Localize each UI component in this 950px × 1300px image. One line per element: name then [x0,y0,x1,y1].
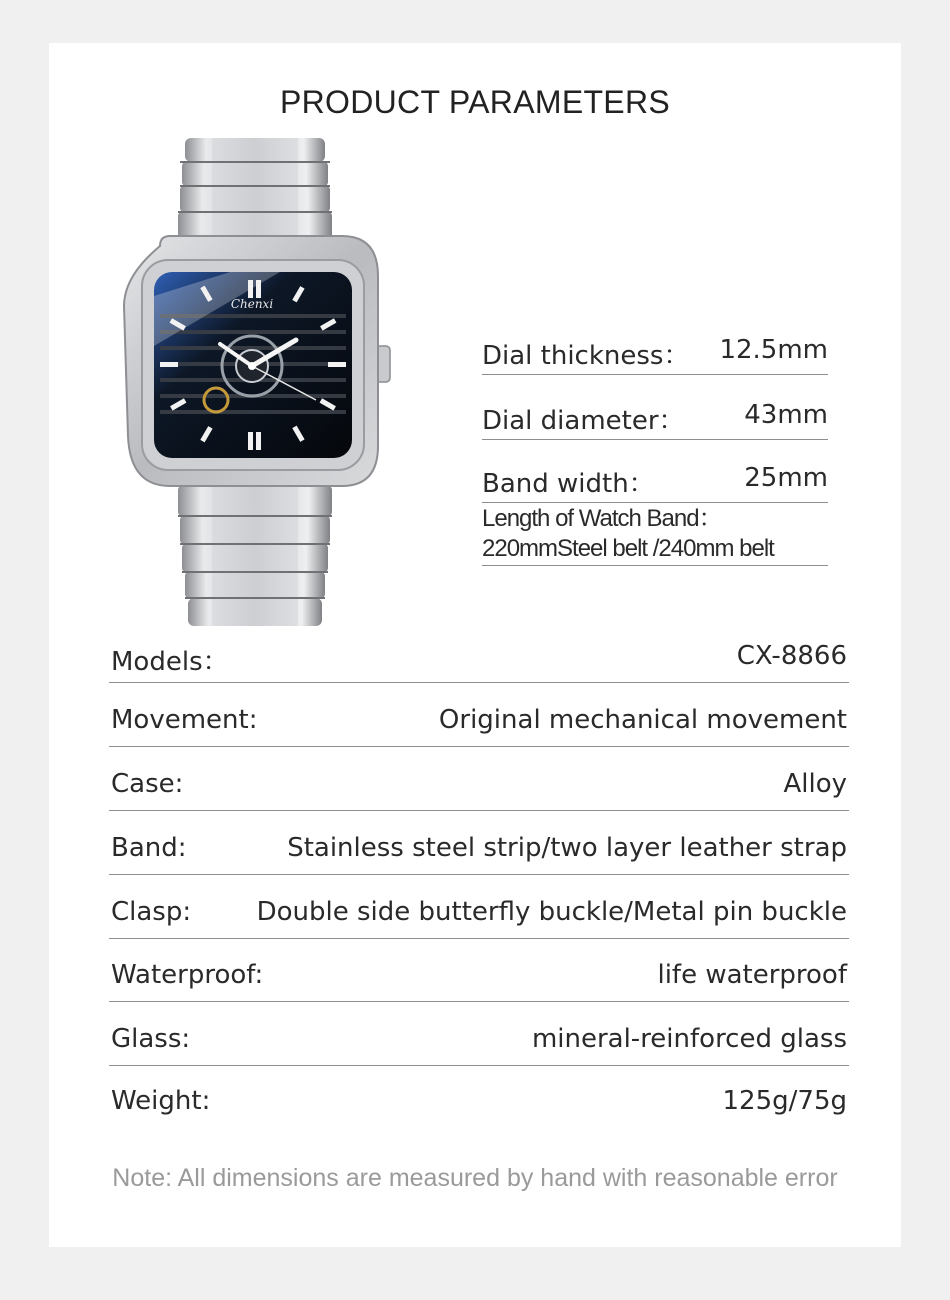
spec-value: 43mm [744,400,828,430]
spec-value: 25mm [744,463,828,493]
watch-brand-script: Chenxi [230,297,274,311]
spec-label: Dial diameter： [482,406,685,436]
param-label: Clasp: [111,897,192,927]
param-label: Glass: [111,1024,191,1054]
param-value: mineral-reinforced glass [531,1024,847,1054]
param-row-waterproof [109,938,849,1002]
spec-row-band-width [482,439,828,503]
spec-value: 12.5mm [719,335,828,365]
param-label: Weight: [111,1086,211,1116]
param-value: Stainless steel strip/two layer leather strap [287,833,847,863]
lower-bracelet [178,486,332,626]
spec-row-dial-thickness [482,311,828,375]
param-value: Alloy [783,769,847,799]
param-value: Original mechanical movement [438,705,847,735]
spec-label: Band width： [482,469,655,499]
param-value: CX-8866 [736,641,847,671]
spec-row-band-length [482,504,828,566]
param-label: Band: [111,833,187,863]
upper-bracelet [178,138,332,240]
param-row-models [109,619,849,683]
param-row-band [109,811,849,875]
band-length-label: Length of Watch Band： [482,505,722,532]
param-value: Double side butterfly buckle/Metal pin buckle [256,897,847,927]
param-row-glass [109,1002,849,1066]
param-row-weight [109,1064,849,1128]
param-value: 125g/75g [722,1086,847,1116]
param-label: Waterproof: [111,960,264,990]
spec-row-dial-diameter [482,376,828,440]
spec-label: Dial thickness： [482,341,690,371]
param-row-movement [109,683,849,747]
param-label: Models： [111,647,229,677]
page-title: PRODUCT PARAMETERS [279,84,671,120]
watch-image [120,136,395,630]
footnote: Note: All dimensions are measured by hand with reasonable error [112,1164,838,1192]
param-label: Movement: [111,705,258,735]
param-label: Case: [111,769,184,799]
param-row-case [109,747,849,811]
band-length-value: 220mmSteel belt /240mm belt [482,535,774,562]
param-value: life waterproof [657,960,847,990]
param-row-clasp [109,875,849,939]
